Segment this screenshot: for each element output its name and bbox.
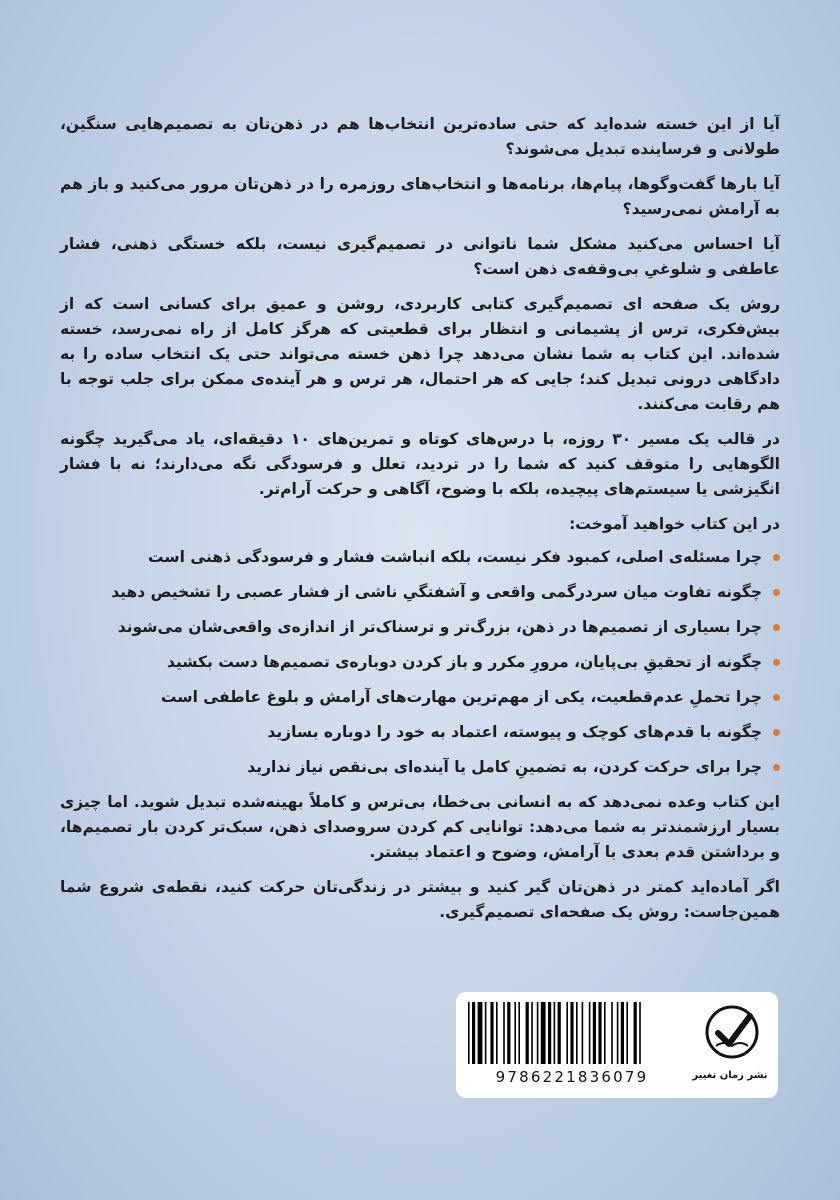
isbn-number: 9786221836079 [495,1068,649,1086]
bullet-dot-icon [773,694,780,701]
list-item-text: چگونه تفاوت میان سردرگمی واقعی و آشفتگیِ ناشی از فشار عصبی را تشخیص دهید [111,583,762,601]
question-paragraph-1: آیا از این خسته شده‌اید که حتی ساده‌ترین انتخاب‌ها هم در ذهن‌تان به تصمیم‌هایی سنگین، طولانی و فرساینده تبدیل می‌شوند؟ [60,115,780,158]
list-item-text: چرا تحملِ عدم‌قطعیت، یکی از مهم‌ترین مهارت‌های آرامش و بلوغ عاطفی است [160,688,762,706]
bullet-dot-icon [773,729,780,736]
bullet-dot-icon [773,589,780,596]
barcode-panel [456,992,778,1098]
list-item [60,720,780,745]
list-item [60,615,780,640]
question-paragraph-2: آیا بارها گفت‌وگوها، پیام‌ها، برنامه‌ها و انتخاب‌های روزمره را در ذهن‌تان مرور می‌کنید و باز هم به آرامش نمی‌رسید؟ [60,175,780,218]
list-item [60,545,780,570]
list-item [60,685,780,710]
list-item-text: چگونه از تحقیقِ بی‌پایان، مرورِ مکرر و باز کردن دوباره‌ی تصمیم‌ها دست بکشید [166,653,762,671]
list-item-text: چرا مسئله‌ی اصلی، کمبود فکر نیست، بلکه انباشت فشار و فرسودگی ذهنی است [148,548,762,566]
learning-list [60,545,780,780]
back-cover-text [60,112,780,935]
list-item-text: چرا برای حرکت کردن، به تضمینِ کامل یا آینده‌ای بی‌نقص نیاز ندارید [247,758,762,776]
publisher-name: نشر زمان تغییر [692,1070,768,1081]
list-item [60,755,780,780]
list-item-text: چرا بسیاری از تصمیم‌ها در ذهن، بزرگ‌تر و ترسناک‌تر از اندازه‌ی واقعی‌شان می‌شوند [117,618,762,636]
list-item [60,650,780,675]
question-paragraph-3: آیا احساس می‌کنید مشکل شما ناتوانی در تصمیم‌گیری نیست، بلکه خستگی ذهنی، فشار عاطفی و شلوغیِ بی‌وقفه‌ی ذهن است؟ [60,235,780,278]
barcode-icon [468,1002,678,1066]
list-item [60,580,780,605]
bullet-dot-icon [773,764,780,771]
bullet-dot-icon [773,624,780,631]
list-intro: در این کتاب خواهید آموخت: [569,515,780,533]
list-item-text: چگونه با قدم‌های کوچک و پیوسته، اعتماد به خود را دوباره بسازید [267,723,762,741]
closing-paragraph-1: این کتاب وعده نمی‌دهد که به انسانی بی‌خطا، بی‌ترس و کاملاً بهینه‌شده تبدیل شوید. اما چیزی بسیار ارزشمندتر به شما می‌دهد: توانایی کم کردن سروصدای ذهن، سبک‌تر کردن بار تصمیم‌ها، و برداشتن قدم بعدی با آرامش، وضوح و اعتماد بیشتر. [60,793,780,861]
publisher-logo-icon [704,1002,760,1064]
bullet-dot-icon [773,554,780,561]
closing-paragraph-2: اگر آماده‌اید کمتر در ذهن‌تان گیر کنید و بیشتر در زندگی‌تان حرکت کنید، نقطه‌ی شروع شما همین‌جاست: روش یک صفحه‌ای تصمیم‌گیری. [60,878,780,921]
course-paragraph: در قالب یک مسیر ۳۰ روزه، با درس‌های کوتاه و تمرین‌های ۱۰ دقیقه‌ای، یاد می‌گیرید چگونه الگوهایی را متوقف کنید که شما را در تردید، تعلل و فرسودگی نگه می‌دارند؛ نه با فشار انگیزشی یا سیستم‌های پیچیده، بلکه با وضوح، آگاهی و حرکت آرام‌تر. [60,430,780,498]
description-paragraph: روش یک صفحه ای تصمیم‌گیری کتابی کاربردی، روشن و عمیق برای کسانی است که از بیش‌فکری، ترس از پشیمانی و انتظار برای قطعیتی که هرگز کامل از راه نمی‌رسد، خسته شده‌اند. این کتاب به شما نشان می‌دهد چرا ذهن خسته می‌تواند حتی یک انتخاب ساده را به دادگاهی درونی تبدیل کند؛ جایی که هر احتمال، هر ترس و هر آینده‌ی ممکن برای جلب توجه با هم رقابت می‌کنند. [60,295,780,413]
bullet-dot-icon [773,659,780,666]
